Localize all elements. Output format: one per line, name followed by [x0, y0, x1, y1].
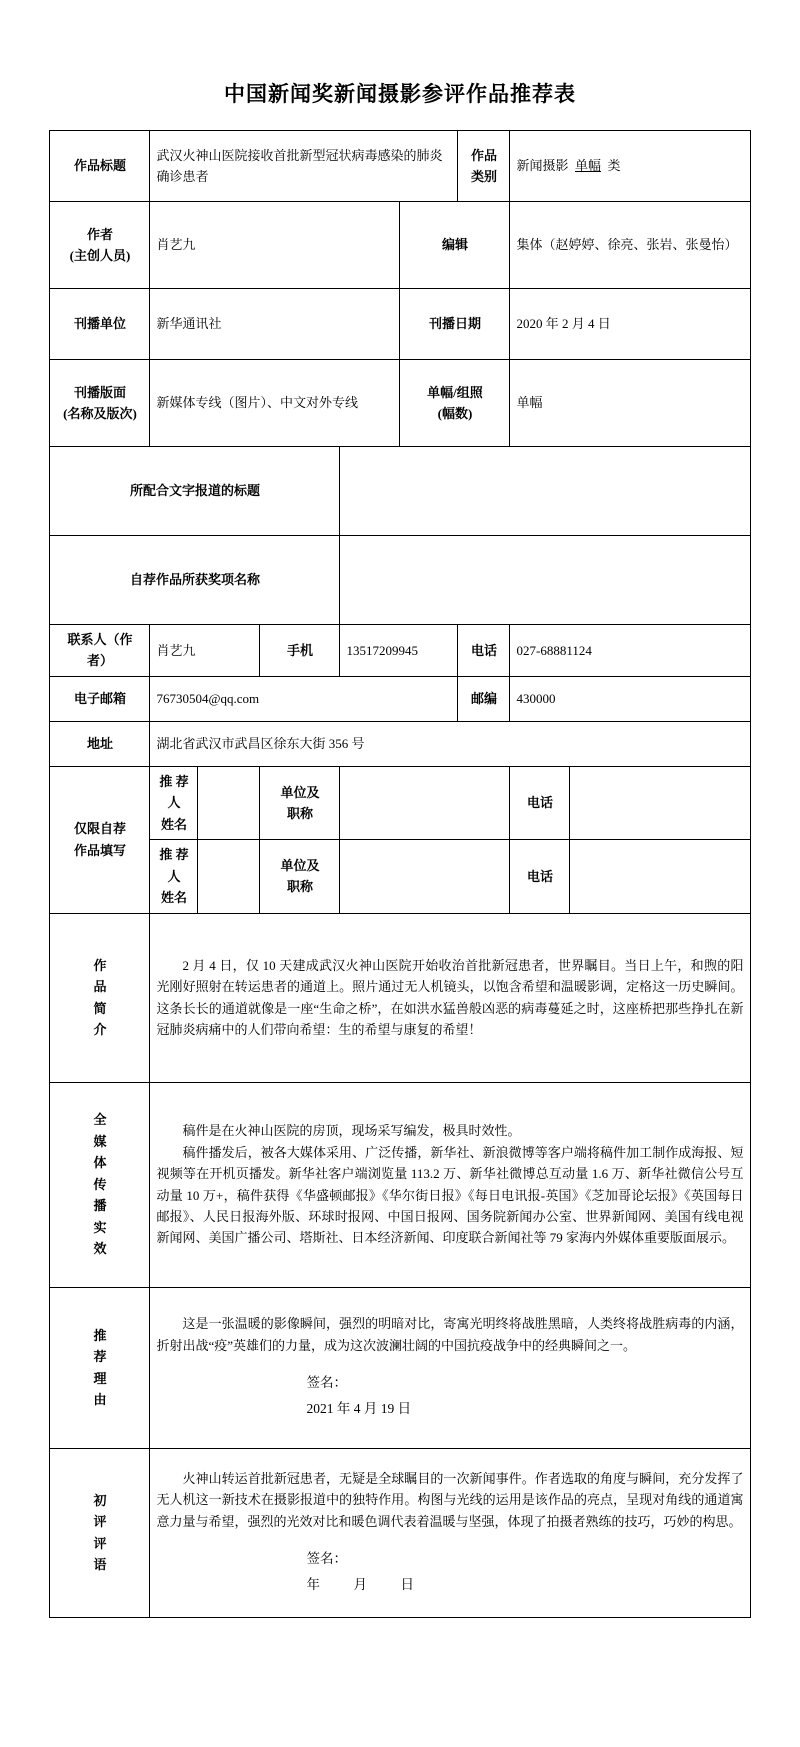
- single-group-label-line2: (幅数): [437, 406, 473, 421]
- unit-title-label-1-line2: 职称: [286, 806, 313, 822]
- initial-review-label-char-0: 初: [93, 1492, 107, 1508]
- media-effect-body: [150, 1082, 750, 1287]
- author-label-line1: 作者: [86, 226, 113, 242]
- summary-label-char-2: 简: [93, 1000, 107, 1016]
- initial-review-label-char-1: 评: [93, 1514, 107, 1530]
- initial-review-signature-label: 签名：: [306, 1551, 347, 1567]
- mobile-value: 13517209945: [340, 625, 458, 677]
- initial-review-signature-date: 年 月 日: [306, 1576, 424, 1592]
- recommend-reason-label-char-2: 理: [93, 1370, 107, 1386]
- recommend-reason-label: [50, 1287, 150, 1448]
- edition-label-line2: (名称及版次): [63, 406, 137, 421]
- media-effect-label-char-3: 传: [93, 1176, 107, 1192]
- table-row: [50, 840, 750, 913]
- zip-label: 邮编: [458, 676, 510, 721]
- recommender-name-value-1: [198, 766, 260, 839]
- author-label: [50, 202, 150, 289]
- self-rec-only-line2: 作品填写: [73, 842, 126, 858]
- edition-value: 新媒体专线（图片）、中文对外专线: [150, 360, 400, 447]
- address-value: 湖北省武汉市武昌区徐东大街 356 号: [150, 721, 750, 766]
- recommender-name-label-1: [150, 766, 198, 839]
- contact-label-line1: 联系人（作: [67, 632, 133, 647]
- summary-label: [50, 913, 150, 1082]
- category-label: [458, 131, 510, 202]
- category-suffix: 类: [607, 158, 621, 174]
- unit-title-value-1: [340, 766, 510, 839]
- editor-value: 集体（赵婷婷、徐亮、张岩、张曼怡）: [510, 202, 750, 289]
- table-row: [50, 721, 750, 766]
- unit-title-label-2-line1: 单位及: [280, 857, 320, 873]
- recommend-reason-paragraph-0: 这是一张温暖的影像瞬间，强烈的明暗对比，寄寓光明终将战胜黑暗，人类终将战胜病毒的内涵，折射出战“疫”英雄们的力量，成为这次波澜壮阔的中国抗疫战争中的经典瞬间之一。: [156, 1316, 744, 1353]
- initial-review-paragraph-0: 火神山转运首批新冠患者，无疑是全球瞩目的一次新闻事件。作者选取的角度与瞬间，充分发挥了无人机这一新技术在摄影报道中的独特作用。构图与光线的运用是该作品的亮点，呈现对角线的通道寓意力量与希望，强烈的光效对比和暖色调代表着温暖与坚强，体现了拍摄者熟练的技巧，巧妙的构思。: [156, 1470, 744, 1529]
- category-label-line2: 类别: [470, 169, 497, 184]
- phone-label: 电话: [458, 625, 510, 677]
- edition-label: [50, 360, 150, 447]
- recommend-reason-label-char-0: 推: [93, 1327, 107, 1343]
- unit-title-label-1: [260, 766, 340, 839]
- table-row: [50, 676, 750, 721]
- single-group-value: 单幅: [510, 360, 750, 447]
- media-effect-label-char-0: 全: [93, 1112, 107, 1128]
- publisher-value: 新华通讯社: [150, 289, 400, 360]
- recommender-name-label-2: [150, 840, 198, 913]
- initial-review-body: [150, 1448, 750, 1617]
- companion-title-value: [340, 447, 750, 536]
- page-title: 中国新闻奖新闻摄影参评作品推荐表: [224, 82, 576, 106]
- table-row: [50, 1448, 750, 1617]
- initial-review-label: [50, 1448, 150, 1617]
- summary-paragraph-0: 2 月 4 日，仅 10 天建成武汉火神山医院开始收治首批新冠患者，世界瞩目。当日上午，和煦的阳光刚好照射在转运患者的通道上。照片通过无人机镜头，以饱含希望和温暖影调，定格这一历史瞬间。这条长长的通道就像是一座“生命之桥”，在如洪水猛兽般凶恶的病毒蔓延之时，这座桥把那些挣扎在新冠肺炎病痛中的人们带向希望：生的希望与康复的希望！: [156, 957, 744, 1037]
- table-row: [50, 289, 750, 360]
- category-prefix: 新闻摄影: [516, 158, 569, 174]
- author-label-line2: (主创人员): [69, 248, 131, 263]
- recommendation-form: [49, 130, 750, 1618]
- recommender-name-value-2: [198, 840, 260, 913]
- recommend-reason-signature: [156, 1370, 743, 1421]
- editor-label: 编辑: [400, 202, 510, 289]
- contact-label-line2: 者）: [86, 653, 113, 669]
- recommend-reason-label-char-3: 由: [93, 1391, 107, 1407]
- table-row: [50, 1287, 750, 1448]
- table-row: [50, 913, 750, 1082]
- recommender-name-label-1-line2: 姓名: [160, 816, 187, 832]
- self-rec-award-label: 自荐作品所获奖项名称: [50, 536, 340, 625]
- recommender-name-label-2-line1: 推 荐 人: [159, 847, 189, 884]
- table-row: [50, 536, 750, 625]
- media-effect-label-char-4: 播: [93, 1198, 107, 1214]
- work-title-label: 作品标题: [50, 131, 150, 202]
- author-value: 肖艺九: [150, 202, 400, 289]
- table-row: [50, 131, 750, 202]
- work-title-value: 武汉火神山医院接收首批新型冠状病毒感染的肺炎确诊患者: [150, 131, 458, 202]
- unit-title-label-1-line1: 单位及: [280, 784, 320, 800]
- media-effect-paragraph-1: 稿件播发后，被各大媒体采用、广泛传播，新华社、新浪微博等客户端将稿件加工制作成海报、短视频等在开机页播发。新华社客户端浏览量 113.2 万、新华社微博总互动量 1.6 万、新华社微信公号互动量 10 万+，稿件获得《华盛顿邮报》《华尔街日报》《每日电讯报-英国》《芝加哥论坛报》《英国每日邮报》、人民日报海外版、环球时报网、中国日报网、国务院新闻办公室、世界新闻网、美国有线电视新闻网、美国广播公司、塔斯社、日本经济新闻、印度联合新闻社等 79 家海内外媒体重要版面展示。: [156, 1144, 744, 1246]
- media-effect-label-char-2: 体: [93, 1155, 107, 1171]
- unit-title-value-2: [340, 840, 510, 913]
- recommend-reason-signature-label: 签名：: [306, 1375, 347, 1391]
- mobile-label: 手机: [260, 625, 340, 677]
- initial-review-label-char-2: 评: [93, 1535, 107, 1551]
- recommend-reason-label-char-1: 荐: [93, 1349, 107, 1365]
- summary-label-char-1: 品: [93, 979, 107, 995]
- recommend-reason-signature-date: 2021 年 4 月 19 日: [306, 1400, 412, 1416]
- table-row: [50, 447, 750, 536]
- companion-title-label: 所配合文字报道的标题: [50, 447, 340, 536]
- recommend-reason-body: [150, 1287, 750, 1448]
- initial-review-label-char-3: 语: [93, 1556, 107, 1572]
- summary-body: [150, 913, 750, 1082]
- initial-review-signature: [156, 1546, 743, 1597]
- contact-value: 肖艺九: [150, 625, 260, 677]
- publisher-label: 刊播单位: [50, 289, 150, 360]
- edition-label-line1: 刊播版面: [73, 384, 126, 400]
- rec-phone-value-2: [570, 840, 750, 913]
- zip-value: 430000: [510, 676, 750, 721]
- single-group-label: [400, 360, 510, 447]
- contact-label: [50, 625, 150, 677]
- summary-label-char-3: 介: [93, 1021, 107, 1037]
- category-label-line1: 作品: [470, 147, 497, 163]
- unit-title-label-2: [260, 840, 340, 913]
- single-group-label-line1: 单幅/组照: [427, 384, 483, 400]
- email-label: 电子邮箱: [50, 676, 150, 721]
- media-effect-paragraph-0: 稿件是在火神山医院的房顶，现场采写编发，极具时效性。: [182, 1123, 521, 1139]
- table-row: [50, 202, 750, 289]
- rec-phone-value-1: [570, 766, 750, 839]
- email-value: 76730504@qq.com: [150, 676, 458, 721]
- table-row: [50, 625, 750, 677]
- media-effect-label-char-5: 实: [93, 1219, 107, 1235]
- self-rec-only-label: [50, 766, 150, 913]
- media-effect-label-char-6: 效: [93, 1241, 107, 1257]
- recommender-name-label-2-line2: 姓名: [160, 890, 187, 906]
- table-row: [50, 360, 750, 447]
- unit-title-label-2-line2: 职称: [286, 879, 313, 895]
- category-value: [510, 131, 750, 202]
- summary-label-char-0: 作: [93, 957, 107, 973]
- rec-phone-label-1: 电话: [510, 766, 570, 839]
- media-effect-label: [50, 1082, 150, 1287]
- publish-date-label: 刊播日期: [400, 289, 510, 360]
- category-underlined: 单幅: [575, 158, 602, 174]
- phone-value: 027-68881124: [510, 625, 750, 677]
- rec-phone-label-2: 电话: [510, 840, 570, 913]
- publish-date-value: 2020 年 2 月 4 日: [510, 289, 750, 360]
- table-row: [50, 1082, 750, 1287]
- table-row: [50, 766, 750, 839]
- recommender-name-label-1-line1: 推 荐 人: [159, 773, 189, 811]
- media-effect-label-char-1: 媒: [93, 1133, 107, 1149]
- self-rec-award-value: [340, 536, 750, 625]
- address-label: 地址: [50, 721, 150, 766]
- self-rec-only-line1: 仅限自荐: [73, 821, 126, 837]
